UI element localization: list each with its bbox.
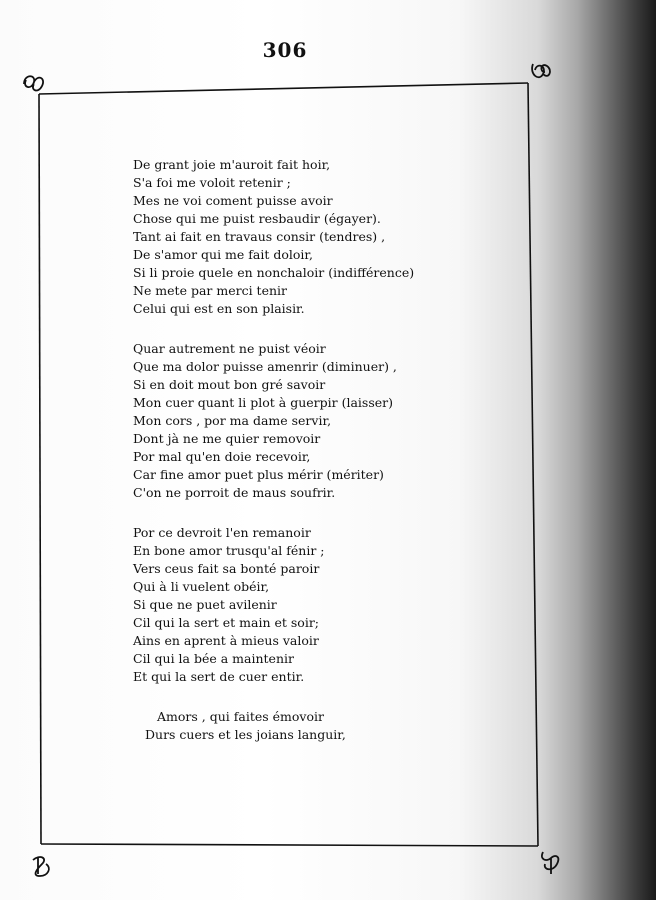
stanza-2 xyxy=(133,340,513,502)
poem-line: De grant joie m'auroit fait hoir, xyxy=(133,157,331,172)
poem-line: Quar autrement ne puist véoir xyxy=(133,341,326,356)
poem-line: Si en doit mout bon gré savoir xyxy=(133,377,326,392)
poem-line: Cil qui la sert et main et soir; xyxy=(133,615,320,630)
stanza-1 xyxy=(133,156,513,318)
page-number: 306 xyxy=(262,38,308,62)
stanza-3 xyxy=(133,524,513,686)
poem-line: Cil qui la bée a maintenir xyxy=(133,651,294,666)
poem-line: Si que ne puet avilenir xyxy=(133,597,277,612)
poem-line: C'on ne porroit de maus soufrir. xyxy=(133,485,336,500)
poem-line: Ains en aprent à mieus valoir xyxy=(133,633,319,648)
poem-line: Mes ne voi coment puisse avoir xyxy=(133,193,333,208)
poem-line: Por mal qu'en doie recevoir, xyxy=(133,449,311,464)
poem-line: Durs cuers et les joians languir, xyxy=(145,727,346,742)
poem-line: Chose qui me puist resbaudir (égayer). xyxy=(133,211,381,226)
poem-line: Dont jà ne me quier removoir xyxy=(133,431,321,446)
poem-line: S'a foi me voloit retenir ; xyxy=(133,175,291,190)
poem-line: Amors , qui faites émovoir xyxy=(157,709,324,724)
poem-line: Qui à li vuelent obéir, xyxy=(133,579,270,594)
poem-line: Que ma dolor puisse amenrir (diminuer) , xyxy=(133,359,397,374)
poem-line: Tant ai fait en travaus consir (tendres) , xyxy=(133,229,386,244)
poem-line: En bone amor trusqu'al fénir ; xyxy=(133,543,325,558)
poem-line: Et qui la sert de cuer entir. xyxy=(133,669,305,684)
flourish-ornament-icon xyxy=(537,848,565,876)
poem-line: Celui qui est en son plaisir. xyxy=(133,301,305,316)
poem-line: Mon cuer quant li plot à guerpir (laisser) xyxy=(133,395,393,410)
poem-text xyxy=(133,156,513,766)
poem-line: De s'amor qui me fait doloir, xyxy=(133,247,313,262)
poem-line: Vers ceus fait sa bonté paroir xyxy=(133,561,320,576)
stanza-4 xyxy=(133,708,513,744)
poem-line: Car fine amor puet plus mérir (mériter) xyxy=(133,467,384,482)
flourish-ornament-icon xyxy=(28,852,56,880)
poem-line: Si li proie quele en nonchaloir (indifférence) xyxy=(133,265,415,280)
poem-line: Por ce devroit l'en remanoir xyxy=(133,525,311,540)
poem-line: Mon cors , por ma dame servir, xyxy=(133,413,332,428)
poem-line: Ne mete par merci tenir xyxy=(133,283,287,298)
